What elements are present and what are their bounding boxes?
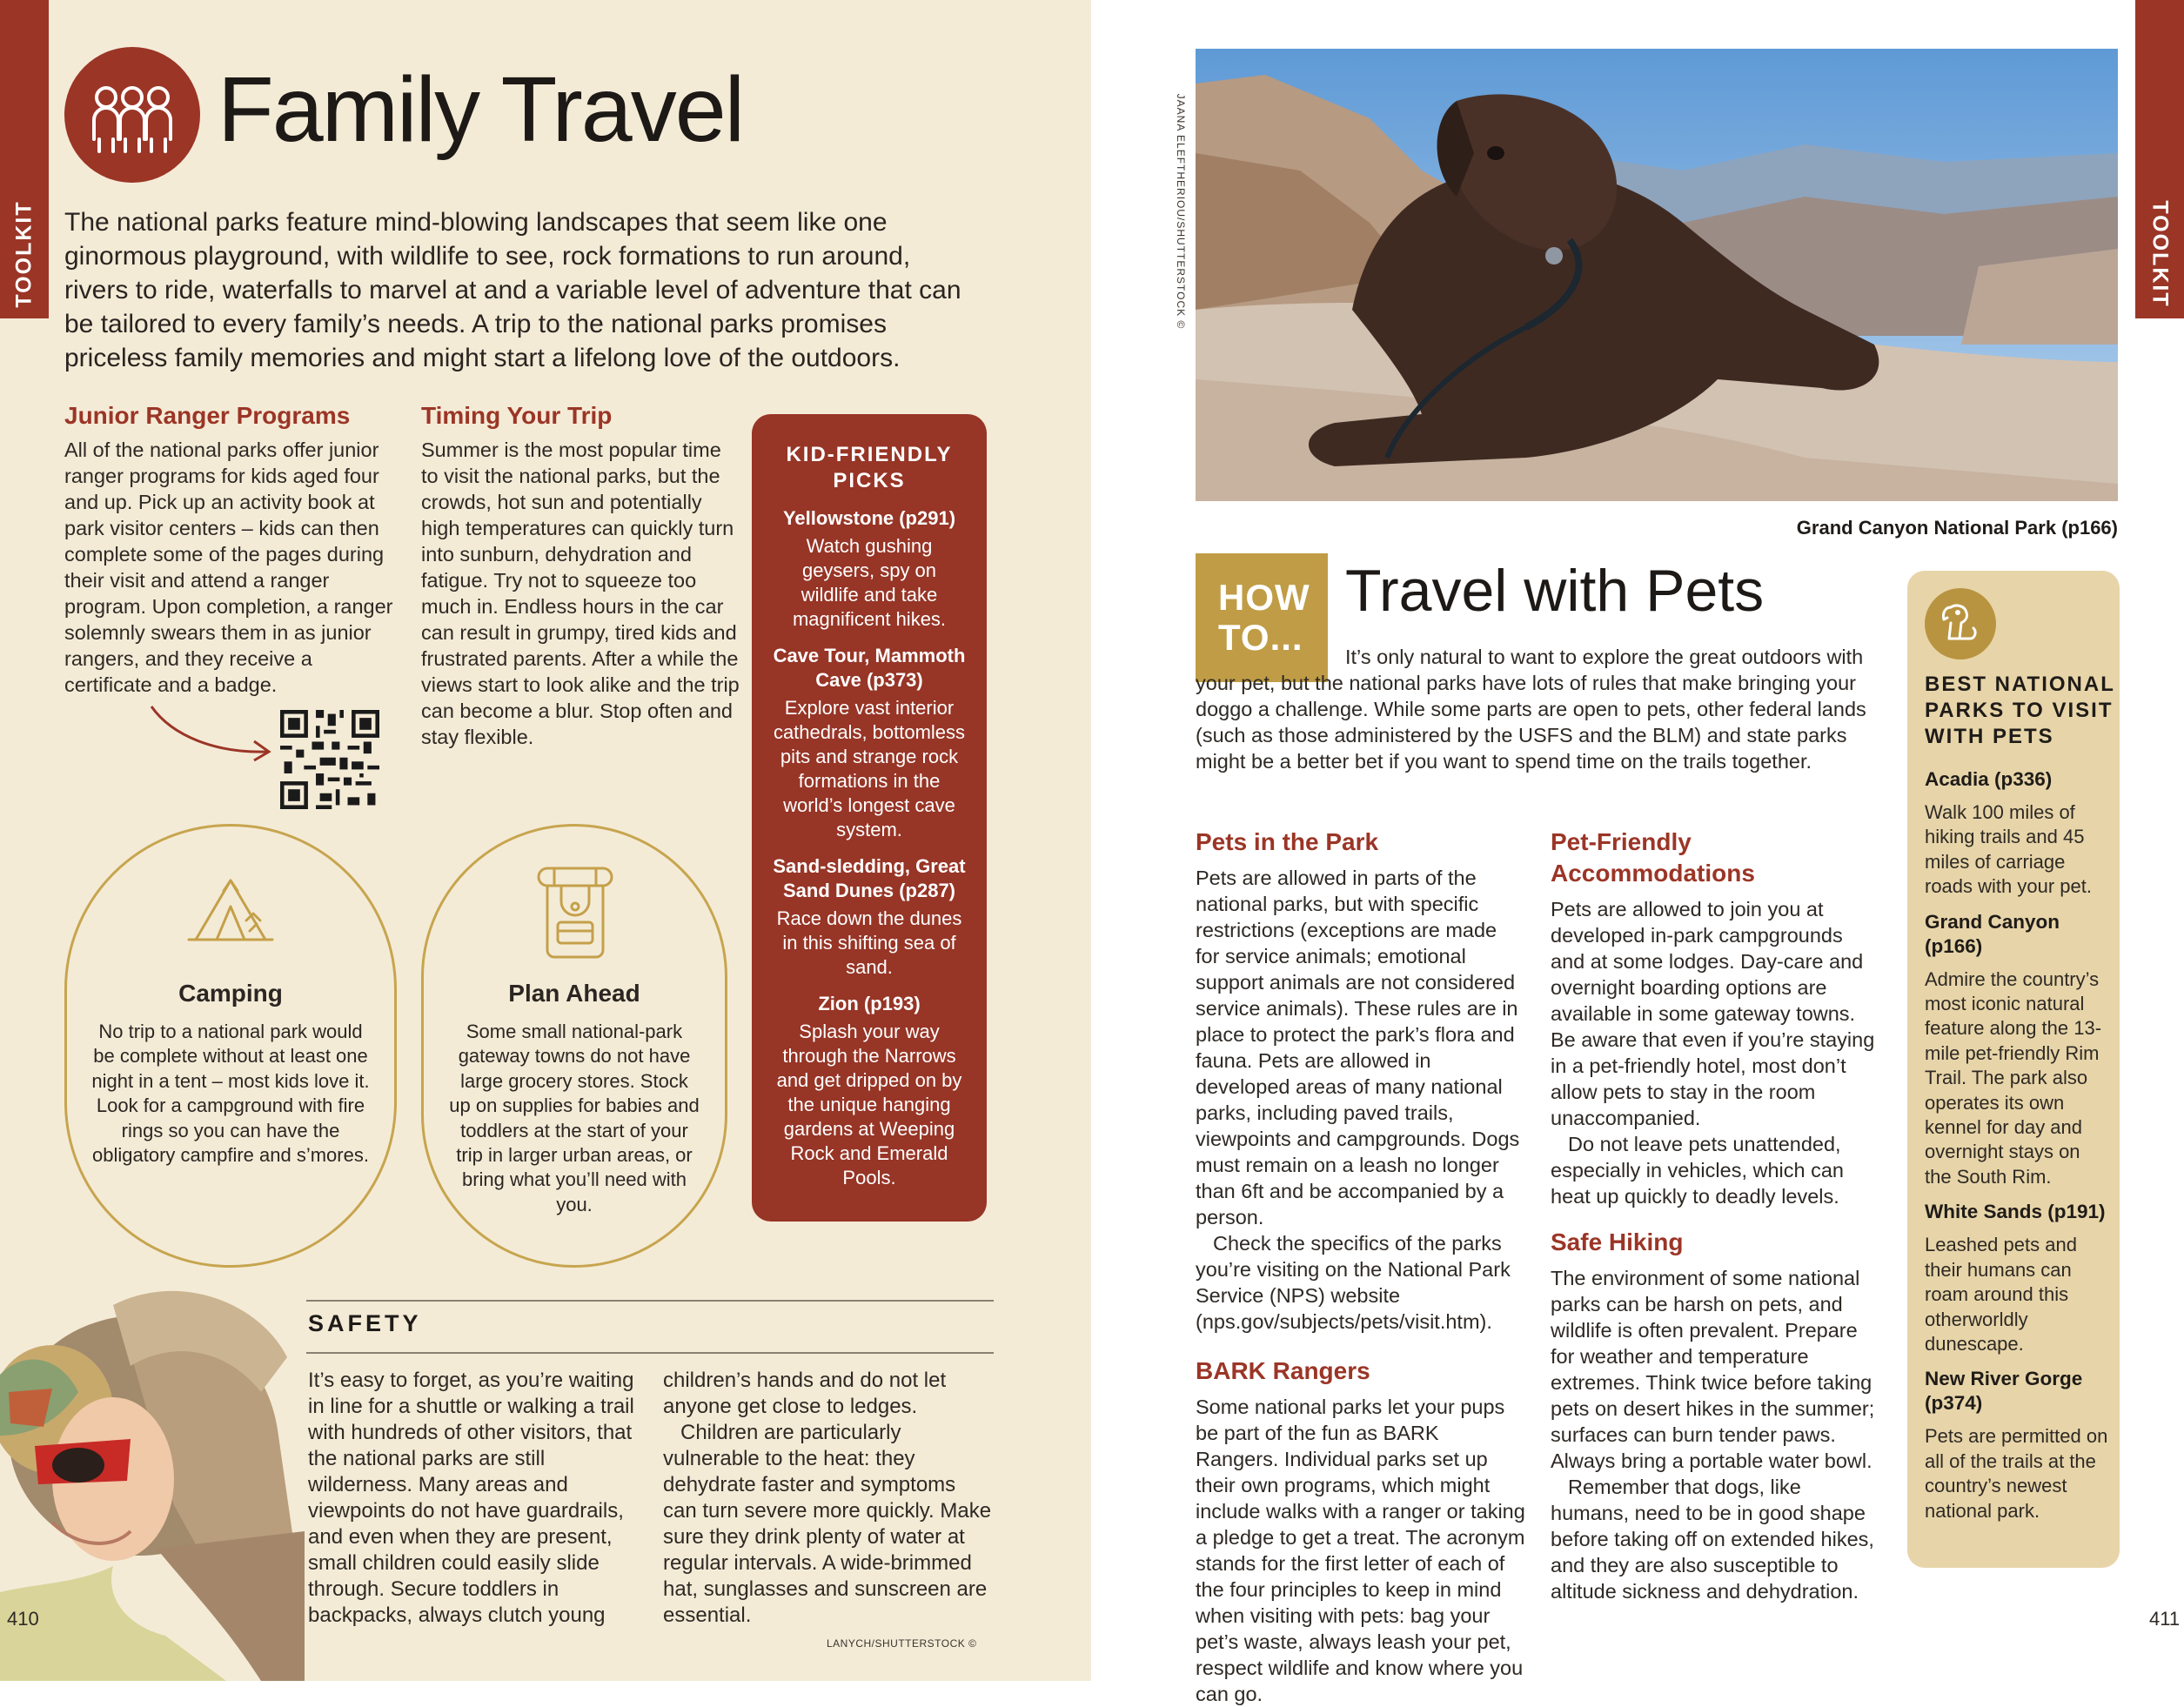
pick-desc: Race down the dunes in this shifting sea of sand. bbox=[776, 907, 962, 978]
right-page bbox=[1091, 0, 2184, 1705]
best-parks-title: BEST NATIONAL PARKS TO VISIT WITH PETS bbox=[1925, 673, 2115, 748]
timing-text: Summer is the most popular time to visit the national parks, but the crowds, hot sun and potentially high temperatures can quickly turn into sunburn, dehydration and fatigue. Try not to squeeze too much in. Endless hours in the car can result in grumpy, tired kids and frustrated parents. After a while the views start to look alike and the trip can become a blur. Stop often and stay flexible. bbox=[421, 438, 740, 748]
page-number: 411 bbox=[2149, 1608, 2181, 1630]
toolkit-tab-label: TOOLKIT bbox=[2147, 200, 2173, 308]
backpack-icon bbox=[532, 865, 619, 961]
qr-code-icon[interactable] bbox=[280, 710, 379, 809]
junior-ranger-text: All of the national parks offer junior ranger programs for kids aged four and up. Pick up an activity book at park visitor centers – kids can then complete some of the pages during their visit and attend a ranger program. Upon completion, a ranger solemnly swears them in as junior rangers, and they receive a certificate and a badge. bbox=[64, 438, 393, 696]
pets-intro bbox=[1196, 644, 1883, 774]
junior-ranger-heading: Junior Ranger Programs bbox=[64, 402, 351, 429]
park-name: Grand Canyon (p166) bbox=[1925, 910, 2060, 957]
pick-name: Sand-sledding, Great Sand Dunes (p287) bbox=[773, 855, 966, 901]
bark-rangers-heading: BARK Rangers bbox=[1196, 1357, 1370, 1384]
safe-hiking-heading: Safe Hiking bbox=[1551, 1228, 1684, 1255]
pets-right-column bbox=[1551, 827, 1881, 1604]
arrow-icon bbox=[146, 701, 277, 762]
park-name: White Sands (p191) bbox=[1925, 1201, 2106, 1223]
pick-desc: Explore vast interior cathedrals, bottomless pits and strange rock formations in the world’s longest cave system. bbox=[773, 697, 966, 840]
safety-col1: It’s easy to forget, as you’re waiting in line for a shuttle or walking a trail with hundreds of other visitors, that the national parks are still wilderness. Many areas and viewpoints do not have guardrails, and even when they are present, small children could easily slide through. Secure toddlers in backpacks, always clutch young bbox=[308, 1369, 634, 1627]
how-to-badge: HOW TO... bbox=[1196, 553, 1328, 682]
safe-hiking-p2: Remember that dogs, like humans, need to be in good shape before taking off on extended hikes, and they are also susceptible to altitude sickness and dehydration. bbox=[1551, 1476, 1874, 1603]
family-icon bbox=[64, 47, 200, 183]
left-page bbox=[0, 0, 1091, 1681]
camping-title: Camping bbox=[178, 980, 283, 1007]
pick-desc: Watch gushing geysers, spy on wildlife and take magnificent hikes. bbox=[792, 535, 947, 630]
pick-desc: Splash your way through the Narrows and get dripped on by the unique hanging gardens at Weeping Rock and Emerald Pools. bbox=[776, 1021, 962, 1188]
kid-friendly-box bbox=[752, 414, 987, 1222]
child-with-hat-photo bbox=[0, 1218, 305, 1681]
park-name: Acadia (p336) bbox=[1925, 768, 2053, 790]
divider bbox=[306, 1352, 994, 1354]
tent-icon bbox=[185, 875, 276, 948]
photo-credit-vertical bbox=[1172, 94, 1189, 329]
grand-canyon-dog-photo bbox=[1196, 49, 2118, 501]
pets-intro-text: It’s only natural to want to explore the great outdoors with your pet, but the national parks have lots of rules that make bringing your doggo a challenge. While some parts are open to pets, other federal lands (such as those administered by the USFS and the BLM) and state parks might be a better bet if you want to spend time on the trails together. bbox=[1196, 646, 1866, 773]
photo-credit: LANYCH/SHUTTERSTOCK © bbox=[827, 1637, 977, 1650]
timing-section bbox=[421, 400, 743, 750]
page-title: Family Travel bbox=[218, 58, 744, 161]
bark-rangers-text: Some national parks let your pups be part of the fun as BARK Rangers. Individual parks set up their own programs, which might include walks with a ranger or taking a pledge to get a treat. The acronym stands for the first letter of each of the four principles to keep in mind when visiting with pets: bag your pet’s waste, always leash your pet, respect wildlife and know where you can go. bbox=[1196, 1396, 1525, 1705]
park-desc: Pets are permitted on all of the trails at the country’s newest national park. bbox=[1925, 1425, 2108, 1522]
plan-ahead-title: Plan Ahead bbox=[508, 980, 640, 1007]
photo-caption: Grand Canyon National Park (p166) bbox=[1796, 517, 2118, 539]
safety-col2 bbox=[663, 1368, 994, 1629]
pets-in-park-p2: Check the specifics of the parks you’re visiting on the National Park Service (NPS) website (nps.gov/subjects/pets/visit.htm). bbox=[1196, 1232, 1511, 1333]
safety-title: SAFETY bbox=[308, 1310, 422, 1336]
safety-col2-p1: children’s hands and do not let anyone get close to ledges. bbox=[663, 1369, 947, 1418]
toolkit-tab bbox=[0, 0, 49, 318]
best-parks-list bbox=[1925, 757, 2111, 1523]
plan-ahead-card bbox=[421, 824, 727, 1268]
dog-icon bbox=[1925, 588, 1996, 659]
pick-name: Yellowstone (p291) bbox=[782, 507, 956, 529]
pets-in-park-heading: Pets in the Park bbox=[1196, 828, 1379, 855]
pet-friendly-p2: Do not leave pets unattended, especially in vehicles, which can heat up quickly to deadly levels. bbox=[1551, 1133, 1844, 1208]
page-number: 410 bbox=[7, 1608, 39, 1630]
pets-in-park-p1: Pets are allowed in parts of the national parks, but with specific restrictions (exceptions are made for service animals; emotional support animals are not considered service animals). These rules are in place to protect the park’s flora and fauna. Pets are allowed in developed areas of many national parks, including paved trails, viewpoints and campgrounds. Dogs must remain on a leash no longer than 6ft and be accompanied by a person. bbox=[1196, 867, 1520, 1228]
park-desc: Admire the country’s most iconic natural feature along the 13-mile pet-friendly Rim Trail. The park also operates its own kennel for day and overnight stays on the South Rim. bbox=[1925, 967, 2102, 1188]
section-title: Travel with Pets bbox=[1345, 558, 1765, 624]
camping-text: No trip to a national park would be complete without at least one night in a tent – most kids love it. Look for a campground with fire rings so you can have the obligatory campfire and s’mores. bbox=[91, 1021, 370, 1167]
timing-heading: Timing Your Trip bbox=[421, 402, 613, 429]
park-name: New River Gorge (p374) bbox=[1925, 1368, 2083, 1415]
toolkit-tab-label: TOOLKIT bbox=[11, 200, 37, 308]
photo-credit-text: JAANA ELEFTHERIOU/SHUTTERSTOCK © bbox=[1175, 93, 1187, 330]
kid-friendly-title: KID-FRIENDLY PICKS bbox=[786, 443, 953, 492]
park-desc: Leashed pets and their humans can roam around this otherworldly dunescape. bbox=[1925, 1234, 2077, 1355]
toolkit-tab bbox=[2135, 0, 2184, 318]
park-desc: Walk 100 miles of hiking trails and 45 miles of carriage roads with your pet. bbox=[1925, 801, 2092, 898]
intro-paragraph: The national parks feature mind-blowing landscapes that seem like one ginormous playground, with wildlife to see, rock formations to run around, rivers to ride, waterfalls to marvel at and a variable level of adventure that can be tailored to every family’s needs. A trip to the national parks promises priceless family memories and might start a lifelong love of the outdoors. bbox=[64, 208, 961, 372]
plan-ahead-text: Some small national-park gateway towns do not have large grocery stores. Stock up on supplies for babies and toddlers at the start of your trip in larger urban areas, or bring what you’ll need with you. bbox=[449, 1021, 700, 1215]
camping-card bbox=[64, 824, 397, 1268]
best-parks-box bbox=[1907, 571, 2120, 1568]
pets-left-column bbox=[1196, 827, 1526, 1707]
safe-hiking-p1: The environment of some national parks can be harsh on pets, and wildlife is often prevalent. Prepare for weather and temperature extremes. Think twice before taking pets on desert hikes in the summer; surfaces can burn tender paws. Always bring a portable water bowl. bbox=[1551, 1267, 1875, 1472]
safety-col2-p2: Children are particularly vulnerable to the heat: they dehydrate faster and symptoms can turn severe more quickly. Make sure they drink plenty of water at regular intervals. A wide-brimmed hat, sunglasses and sunscreen are essential. bbox=[663, 1421, 992, 1627]
pick-name: Cave Tour, Mammoth Cave (p373) bbox=[773, 645, 966, 691]
pet-friendly-p1: Pets are allowed to join you at developed in-park campgrounds and at some lodges. Day-care and overnight boarding options are available in some gateway towns. Be aware that even if you’re staying in a pet-friendly hotel, most don’t allow pets to stay in the room unaccompanied. bbox=[1551, 898, 1875, 1129]
pick-name: Zion (p193) bbox=[818, 993, 921, 1014]
pet-friendly-heading: Pet-Friendly Accommodations bbox=[1551, 828, 1755, 887]
divider bbox=[306, 1300, 994, 1302]
junior-ranger-section bbox=[64, 400, 404, 698]
